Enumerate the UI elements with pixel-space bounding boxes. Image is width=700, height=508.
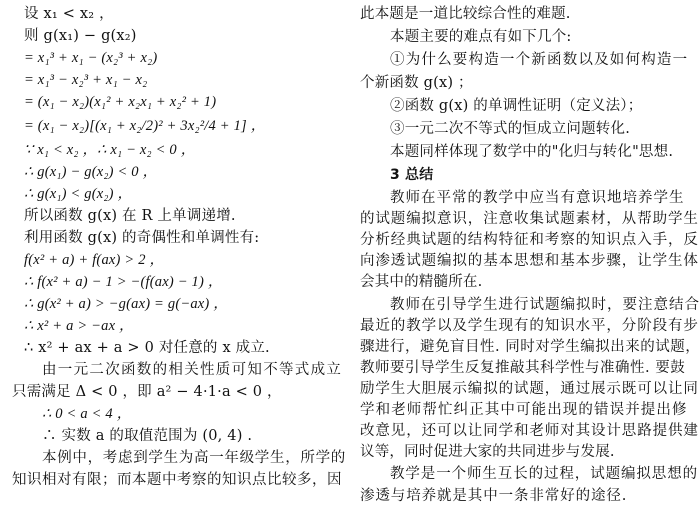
right-line-10: 的试题编拟意识，注意收集试题素材，从帮助学生 xyxy=(360,211,699,227)
right-line-12: 向渗透试题编拟的基本思想和基本步骤，让学生体 xyxy=(360,253,699,269)
left-line-20: ∴ 实数 a 的取值范围为 (0, 4) . xyxy=(42,428,253,444)
left-line-2: 则 g(x₁) − g(x₂) xyxy=(24,28,137,44)
right-line-23: 渗透与培养就是其中一条非常好的途径. xyxy=(360,488,628,504)
left-line-6: = (x₁ − x₂)[(x₁ + x₂/2)² + 3x₂²/4 + 1] ， xyxy=(24,118,266,134)
left-line-12: f(x² + a) + f(ax) > 2 ， xyxy=(24,252,165,268)
left-line-11: 利用函数 g(x) 的奇偶性和单调性有: xyxy=(24,230,260,246)
right-line-20: 改意见，还可以让同学和老师对其设计思路提供建 xyxy=(360,423,699,439)
left-line-3: = x₁³ + x₁ − (x₂³ + x₂) xyxy=(24,50,158,66)
right-line-3: ①为什么要构造一个新函数以及如何构造一 xyxy=(390,52,689,68)
right-line-9: 教师在平常的教学中应当有意识地培养学生 xyxy=(390,190,685,206)
right-line-6: ③一元二次不等式的恒成立问题转化. xyxy=(390,121,631,137)
left-line-22: 知识相对有限；而本题中考察的知识点比较多，因 xyxy=(12,472,342,488)
right-line-19: 学和老师帮忙纠正其中可能出现的错误并提出修 xyxy=(360,402,688,418)
right-line-11: 分析经典试题的结构特征和考察的知识点入手，反 xyxy=(360,232,699,248)
right-line-2: 本题主要的难点有如下几个: xyxy=(390,29,572,45)
right-line-21: 议等，同时促进大家的共同进步与发展. xyxy=(360,444,615,460)
right-line-15: 最近的教学以及学生现有的知识水平，分阶段有步 xyxy=(360,318,699,334)
right-line-13: 会其中的精髓所在. xyxy=(360,274,483,290)
right-line-22: 教学是一个师生互长的过程，试题编拟思想的 xyxy=(390,466,698,482)
left-line-18: 只需满足 Δ < 0 ，即 a² − 4·1·a < 0 ， xyxy=(12,384,282,400)
left-line-7: ∵ x₁ < x₂ ，∴ x₁ − x₂ < 0 ， xyxy=(24,142,196,158)
right-line-17: 教师要引导学生反复推敲其科学性与准确性. 要鼓 xyxy=(360,360,686,376)
left-line-8: ∴ g(x₁) − g(x₂) < 0 ， xyxy=(24,164,158,180)
right-line-1: 此本题是一道比较综合性的难题. xyxy=(360,6,571,22)
left-line-9: ∴ g(x₁) < g(x₂) ， xyxy=(24,186,133,202)
right-line-7: 本题同样体现了数学中的"化归与转化"思想. xyxy=(390,144,674,160)
left-line-16: ∴ x² + ax + a > 0 对任意的 x 成立. xyxy=(24,340,270,356)
right-line-18: 励学生大胆展示编拟的试题，通过展示既可以让同 xyxy=(360,381,699,397)
left-line-1: 设 x₁ < x₂ ， xyxy=(24,6,114,22)
left-line-13: ∴ f(x² + a) − 1 > −(f(ax) − 1) ， xyxy=(24,274,223,290)
right-line-5: ②函数 g(x) 的单调性证明（定义法）； xyxy=(390,98,643,114)
right-line-4: 个新函数 g(x) ； xyxy=(360,75,473,91)
right-line-16: 骤进行，避免盲目性. 同时对学生编拟出来的试题， xyxy=(360,339,700,355)
left-line-5: = (x₁ − x₂)(x₁² + x₂x₁ + x₂² + 1) xyxy=(24,94,217,110)
left-line-21: 本例中，考虑到学生为高一年级学生，所学的 xyxy=(42,450,346,466)
left-line-14: ∴ g(x² + a) > −g(ax) = g(−ax) ， xyxy=(24,296,228,312)
section-heading: 3 总结 xyxy=(390,167,434,183)
left-line-4: = x₁³ − x₂³ + x₁ − x₂ xyxy=(24,72,148,88)
left-line-17: 由一元二次函数的相关性质可知不等式成立 xyxy=(42,362,343,378)
right-line-14: 教师在引导学生进行试题编拟时，要注意结合 xyxy=(390,297,700,313)
left-line-10: 所以函数 g(x) 在 R 上单调递增. xyxy=(24,208,236,224)
left-line-15: ∴ x² + a > −ax ， xyxy=(24,318,134,334)
left-line-19: ∴ 0 < a < 4 ， xyxy=(42,406,132,422)
